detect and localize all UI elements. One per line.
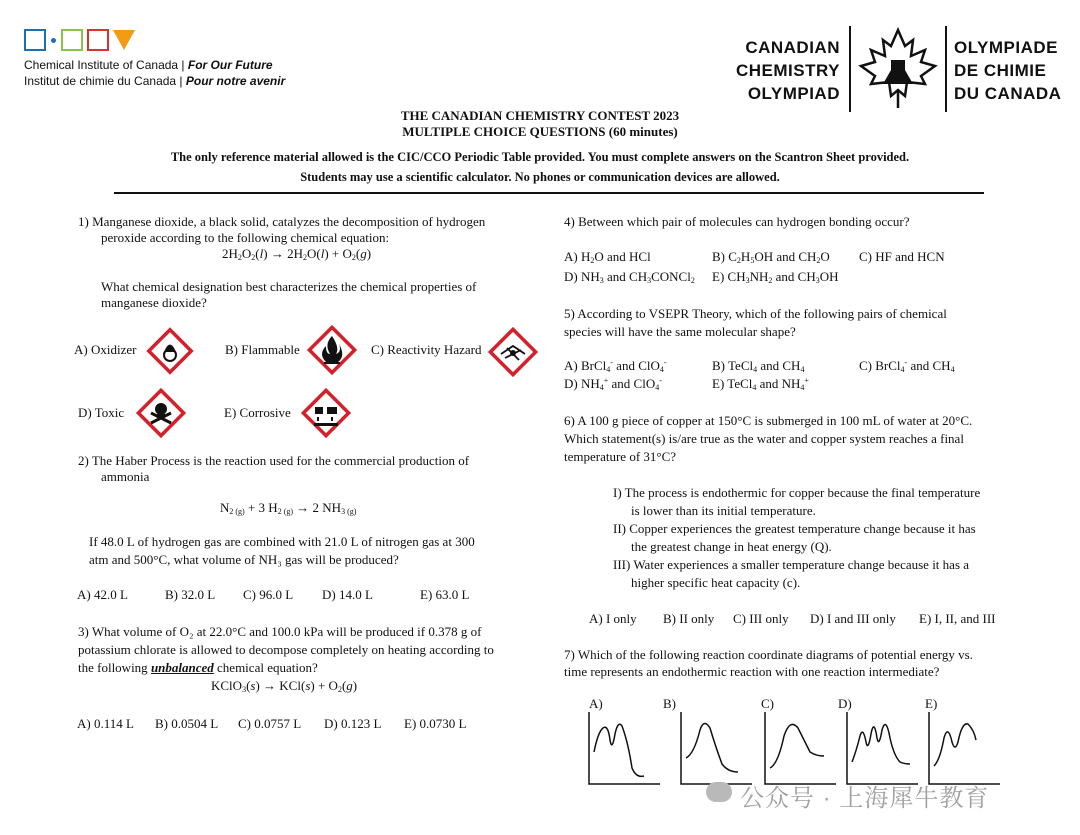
q1-stem-line-2: peroxide according to the following chemical equation:	[101, 230, 390, 245]
maple-leaf-flask-icon	[855, 26, 941, 112]
q5-stem-line-2: species will have the same molecular shape?	[564, 324, 796, 339]
q4-stem: 4) Between which pair of molecules can hydrogen bonding occur?	[564, 214, 910, 229]
cic-name-fr: Institut de chimie du Canada |	[24, 74, 183, 88]
wechat-icon	[706, 782, 732, 802]
q1-stem-line-1: 1) Manganese dioxide, a black solid, catalyzes the decomposition of hydrogen	[78, 214, 486, 229]
q1-question-line-1: What chemical designation best characterizes the chemical properties of	[101, 279, 477, 294]
q6-stem-line-3: temperature of 31°C?	[564, 449, 677, 464]
q3-option-d[interactable]: D) 0.123 L	[324, 716, 382, 731]
q2-body-line-1: If 48.0 L of hydrogen gas are combined with 21.0 L of nitrogen gas at 300	[89, 534, 475, 549]
q3-stem-line-2: potassium chlorate is allowed to decompose completely on heating according to	[78, 642, 494, 657]
q3-option-a[interactable]: A) 0.114 L	[77, 716, 134, 731]
cco-fr-line-3: DU CANADA	[954, 84, 1062, 103]
q1-option-e[interactable]: E) Corrosive	[224, 405, 291, 420]
cco-name-fr	[954, 36, 1061, 105]
q7-diagram-c	[764, 712, 836, 786]
q6-option-d[interactable]: D) I and III only	[810, 611, 896, 626]
q6-option-a[interactable]: A) I only	[589, 611, 637, 626]
q7-option-c[interactable]: C)	[761, 696, 774, 711]
q2-option-e[interactable]: E) 63.0 L	[420, 587, 470, 602]
reactivity-hazard-icon	[487, 324, 539, 380]
q6-statement-2-line-2: the greatest change in heat energy (Q).	[631, 539, 832, 554]
q7-option-a[interactable]: A)	[589, 696, 603, 711]
q2-option-d[interactable]: D) 14.0 L	[322, 587, 373, 602]
q2-stem-line-1: 2) The Haber Process is the reaction used for the commercial production of	[78, 453, 470, 468]
cco-divider-left	[849, 26, 851, 112]
cco-en-line-3: OLYMPIAD	[747, 84, 840, 103]
q4-option-e[interactable]: E) $CH_3NH_2$ and $CH_3OH$	[712, 269, 839, 285]
q2-option-c[interactable]: C) 96.0 L	[243, 587, 294, 602]
corrosive-hazard-icon	[300, 387, 352, 439]
q3-option-e[interactable]: E) 0.0730 L	[404, 716, 467, 731]
cco-fr-line-1: OLYMPIADE	[954, 38, 1059, 57]
contest-subtitle: MULTIPLE CHOICE QUESTIONS (60 minutes)	[402, 124, 678, 139]
q7-diagram-d	[846, 712, 918, 786]
header-rule	[114, 192, 984, 194]
q6-stem-line-2: Which statement(s) is/are true as the water and copper system reaches a final	[564, 431, 964, 446]
q3-stem-line-3	[78, 659, 318, 677]
q7-diagram-b	[680, 712, 752, 786]
q1-option-a[interactable]: A) Oxidizer	[74, 342, 137, 357]
cic-line-1	[24, 58, 273, 72]
q4-option-b[interactable]: B) $C_2H_5OH$ and $CH_2O$	[712, 249, 830, 265]
toxic-hazard-icon	[135, 387, 187, 439]
cic-logo-dot	[51, 38, 56, 43]
q4-option-a[interactable]: A) $H_2O$ and HCl	[564, 249, 651, 265]
q7-stem-line-2: time represents an endothermic reaction with one reaction intermediate?	[564, 664, 940, 679]
cic-name-en: Chemical Institute of Canada |	[24, 58, 185, 72]
instructions-line-2: Students may use a scientific calculator. No phones or communication devices are allowed.	[300, 170, 780, 184]
q2-body-line-2: atm and 500°C, what volume of NH₃ gas will be produced?	[89, 552, 399, 567]
q4-option-d[interactable]: D) $NH_3$ and $CH_3CONCl_2$	[564, 269, 695, 285]
q5-option-d[interactable]: D) $NH_4^+$ and ClO$_4$-	[564, 376, 662, 392]
cic-tagline-en: For Our Future	[187, 58, 273, 72]
q3-option-b[interactable]: B) 0.0504 L	[155, 716, 219, 731]
cco-divider-right	[945, 26, 947, 112]
q7-diagram-e	[928, 712, 1000, 786]
cco-en-line-2: CHEMISTRY	[736, 61, 840, 80]
contest-title: THE CANADIAN CHEMISTRY CONTEST 2023	[400, 108, 680, 123]
q2-option-b[interactable]: B) 32.0 L	[165, 587, 216, 602]
q6-option-e[interactable]: E) I, II, and III	[919, 611, 996, 626]
q1-option-b[interactable]: B) Flammable	[225, 342, 300, 357]
q2-option-a[interactable]: A) 42.0 L	[77, 587, 128, 602]
q4-option-c[interactable]: C) HF and HCN	[859, 249, 945, 264]
cic-logo-square-3	[87, 29, 109, 51]
q7-option-d[interactable]: D)	[838, 696, 852, 711]
q7-diagram-a	[588, 712, 660, 786]
q3-stem-line-1: 3) What volume of O₂ at 22.0°C and 100.0 kPa will be produced if 0.378 g of	[78, 624, 482, 639]
instructions-line-1: The only reference material allowed is the CIC/CCO Periodic Table provided. You must complete answers on the Scantron Sheet provided.	[170, 150, 910, 164]
q2-equation: $N_{2 (g)} + 3$ $H_{2 (g)} \to 2$ $NH_{3 (g)}$	[220, 500, 357, 516]
q6-option-b[interactable]: B) II only	[663, 611, 715, 626]
q7-option-e[interactable]: E)	[925, 696, 938, 711]
cic-line-2	[24, 74, 285, 88]
q1-option-d[interactable]: D) Toxic	[78, 405, 125, 420]
q1-option-c[interactable]: C) Reactivity Hazard	[371, 342, 482, 357]
q6-statement-3-line-1: III) Water experiences a smaller temperature change because it has a	[613, 557, 970, 572]
q7-stem-line-1: 7) Which of the following reaction coordinate diagrams of potential energy vs.	[564, 647, 973, 662]
q3-option-c[interactable]: C) 0.0757 L	[238, 716, 302, 731]
q1-equation: $2H_2O_2(l) \to 2H_2O(l) + O_2(g)$	[222, 246, 372, 262]
q6-statement-1-line-1: I) The process is endothermic for copper because the final temperature	[613, 485, 981, 500]
cco-en-line-1: CANADIAN	[745, 38, 840, 57]
q3-stem-line-3-start: the following	[78, 660, 151, 675]
cco-fr-line-2: DE CHIMIE	[954, 61, 1047, 80]
flammable-hazard-icon	[306, 324, 358, 376]
q5-option-c[interactable]: C) BrCl$_4$- and $CH_4$	[859, 358, 955, 374]
q6-statement-3-line-2: higher specific heat capacity (c).	[631, 575, 801, 590]
watermark: 公众号 · 上海犀牛教育	[740, 785, 990, 812]
q5-stem-line-1: 5) According to VSEPR Theory, which of the following pairs of chemical	[564, 306, 947, 321]
q6-stem-line-1: 6) A 100 g piece of copper at 150°C is submerged in 100 mL of water at 20°C.	[564, 413, 973, 428]
q5-option-a[interactable]: A) BrCl$_4$- and ClO$_4$-	[564, 358, 667, 374]
cic-tagline-fr: Pour notre avenir	[185, 74, 286, 88]
cic-logo-square-2	[61, 29, 83, 51]
q6-statement-1-line-2: is lower than its initial temperature.	[631, 503, 816, 518]
q5-option-e[interactable]: E) TeCl$_4$ and $NH_4^+$	[712, 376, 809, 392]
q3-equation: KClO$_3$(s) → $KCl(s) + O_2(g)$	[211, 678, 358, 694]
q1-question-line-2: manganese dioxide?	[101, 295, 207, 310]
q5-option-b[interactable]: B) TeCl$_4$ and $CH_4$	[712, 358, 805, 374]
oxidizer-hazard-icon	[146, 327, 194, 375]
q3-stem-line-3-end: chemical equation?	[213, 660, 318, 675]
q3-unbalanced-emphasis: unbalanced	[150, 660, 214, 675]
cic-logo	[24, 29, 144, 55]
q7-option-b[interactable]: B)	[663, 696, 676, 711]
cic-logo-square-1	[24, 29, 46, 51]
q2-stem-line-2: ammonia	[101, 469, 150, 484]
q6-option-c[interactable]: C) III only	[733, 611, 789, 626]
q6-statement-2-line-1: II) Copper experiences the greatest temperature change because it has	[613, 521, 976, 536]
cic-logo-triangle	[113, 30, 135, 50]
cco-name-en	[726, 36, 840, 105]
